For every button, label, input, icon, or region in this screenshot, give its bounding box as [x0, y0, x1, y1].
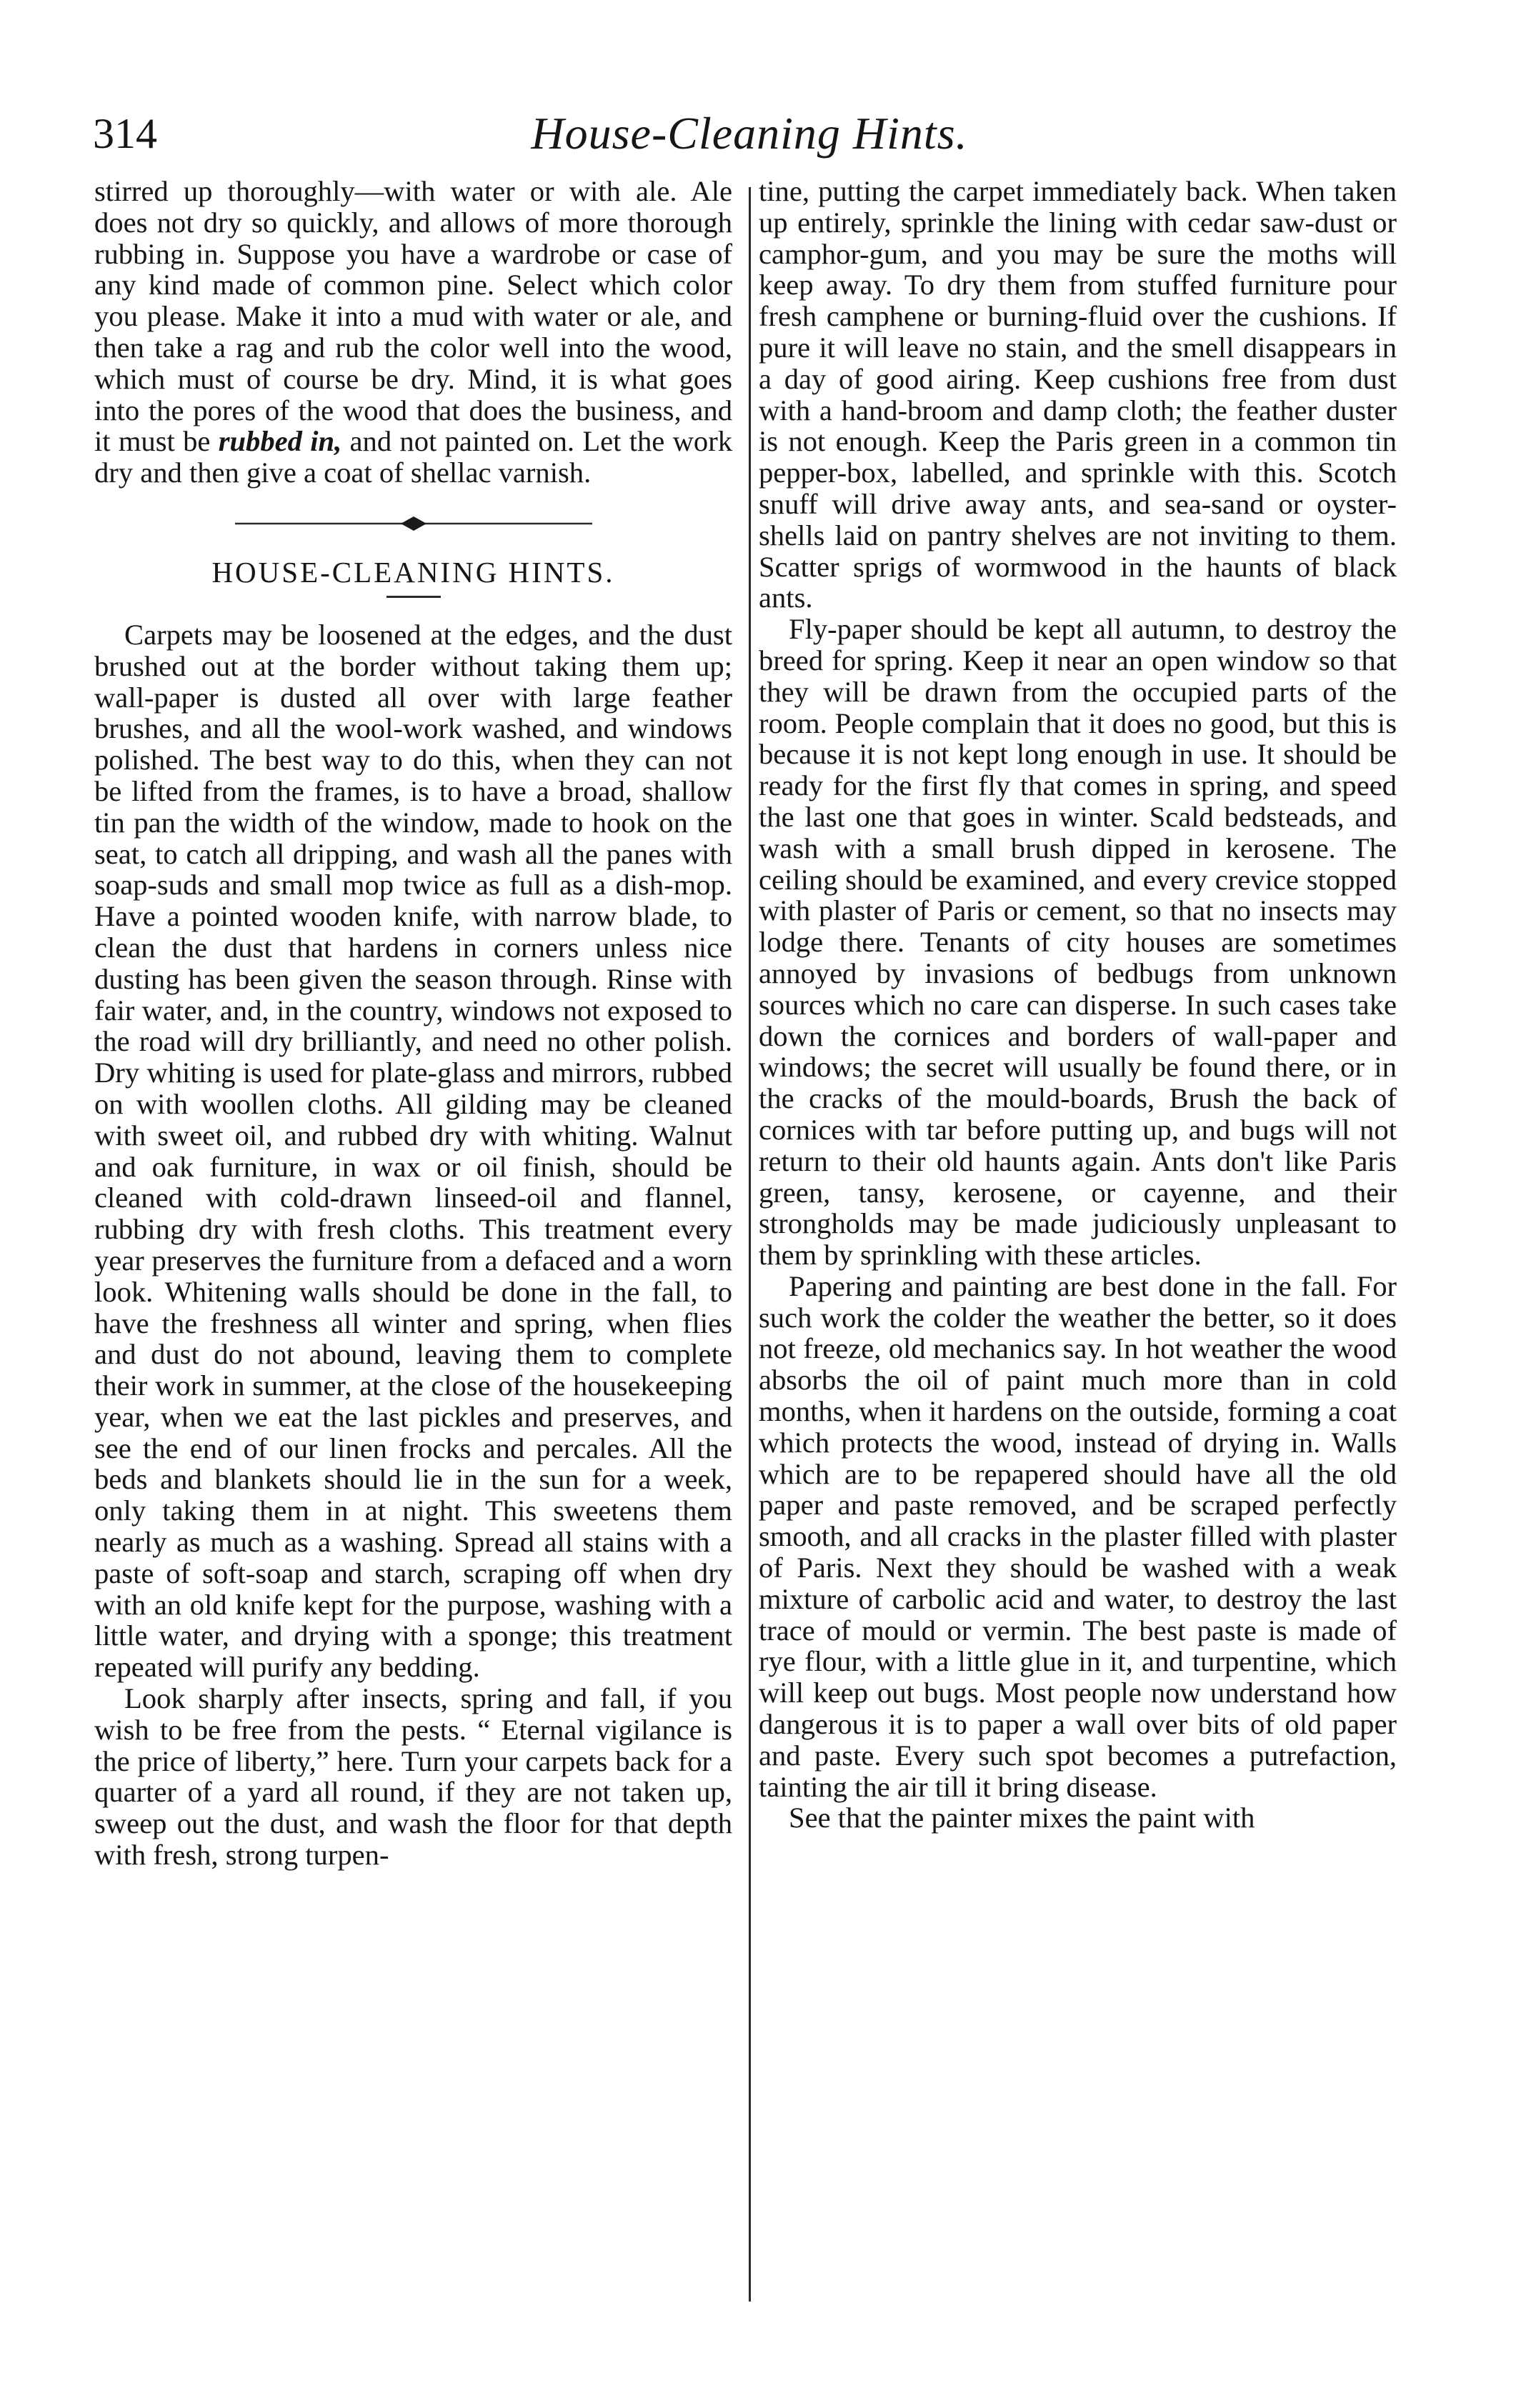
- page-number: 314: [93, 110, 157, 157]
- paint-paragraph: See that the painter mixes the paint with: [789, 1802, 1255, 1834]
- insects-paragraph: Look sharply after insects, spring and fall, if you wish to be free from the pests. “ Eternal vigilance is the price of liberty,” here. Turn your carpets back for a quarter of a yard all round, if they are not taken up, sweep out the dust, and wash the floor for that depth with fresh, strong turpen-: [94, 1682, 732, 1872]
- page-header: [93, 101, 1406, 166]
- running-title: House-Cleaning Hints.: [531, 108, 968, 159]
- intro-paragraph: [94, 176, 732, 489]
- intro-text-b: and not painted on. Let the work dry and then give a coat of shellac varnish.: [94, 425, 732, 489]
- continuation-paragraph: tine, putting the carpet immediately back. When taken up entirely, sprinkle the lining with cedar saw-dust or camphor-gum, and you may be sure the moths will keep away. To dry them from stuffed furniture pour fresh camphene or burning-fluid over the cushions. If pure it will leave no stain, and the smell disappears in a day of good airing. Keep cushions free from dust with a hand-broom and damp cloth; the feather duster is not enough. Keep the Paris green in a common tin pepper-box, labelled, and sprinkle with this. Scotch snuff will drive away ants, and sea-sand or oyster-shells laid on pantry shelves are not inviting to them. Scatter sprigs of wormwood in the haunts of black ants.: [759, 175, 1397, 614]
- title-underline: [387, 596, 441, 598]
- left-column: [94, 176, 732, 1871]
- carpets-paragraph: Carpets may be loosened at the edges, and the dust brushed out at the border without taking them up; wall-paper is dusted all over with large feather brushes, and all the wool-work washed, and windows polished. The best way to do this, when they can not be lifted from the frames, is to have a broad, shallow tin pan the width of the window, made to hook on the seat, to catch all dripping, and wash all the panes with soap-suds and small mop twice as full as a dish-mop. Have a pointed wooden knife, with narrow blade, to clean the dust that hardens in corners unless nice dusting has been given the season through. Rinse with fair water, and, in the country, windows not exposed to the road will dry brilliantly, and need no other polish. Dry whiting is used for plate-glass and mirrors, rubbed on with woollen cloths. All gilding may be cleaned with sweet oil, and rubbed dry with whiting. Walnut and oak furniture, in wax or oil finish, should be cleaned with cold-drawn linseed-oil and flannel, rubbing dry with fresh cloths. This treatment every year preserves the furniture from a defaced and a worn look. Whitening walls should be done in the fall, to have the freshness all winter and spring, when flies and dust do not abound, leaving them to complete their work in summer, at the close of the housekeeping year, when we eat the last pickles and preserves, and see the end of our linen frocks and percales. All the beds and blankets should lie in the sun for a week, only taking them in at night. This sweetens them nearly as much as a washing. Spread all stains with a paste of soft-soap and starch, scraping off when dry with an old knife kept for the purpose, washing with a little water, and drying with a sponge; this treatment repeated will purify any bedding.: [94, 618, 732, 1684]
- section-ornament: [235, 514, 592, 533]
- intro-text-a: stirred up thoroughly—with water or with ale. Ale does not dry so quickly, and allows of more thorough rubbing in. Suppose you have a wardrobe or case of any kind made of common pine. Select which color you please. Make it into a mud with water or ale, and then take a rag and rub the color well into the wood, which must of course be dry. Mind, it is what goes into the pores of the wood that does the business, and it must be: [94, 175, 732, 458]
- right-column: [759, 176, 1397, 1834]
- intro-emphasis: rubbed in,: [218, 425, 342, 458]
- flypaper-paragraph: Fly-paper should be kept all autumn, to destroy the breed for spring. Keep it near an open window so that they will be drawn from the occupied parts of the room. People complain that it does no good, but this is because it is not kept long enough in use. It should be ready for the first fly that comes in spring, and speed the last one that goes in winter. Scald bedsteads, and wash with a small brush dipped in kerosene. The ceiling should be examined, and every crevice stopped with plaster of Paris or cement, so that no insects may lodge there. Tenants of city houses are sometimes annoyed by invasions of bedbugs from unknown sources which no care can disperse. In such cases take down the cornices and borders of wall-paper and windows; the secret will usually be found there, or in the cracks of the mould-boards, Brush the back of cornices with tar before putting up, and bugs will not return to their old haunts again. Ants don't like Paris green, tansy, kerosene, or cayenne, and their strongholds may be made judiciously unpleasant to them by sprinkling with these articles.: [759, 613, 1397, 1272]
- section-title: HOUSE-CLEANING HINTS.: [211, 555, 615, 589]
- papering-paragraph: Papering and painting are best done in the fall. For such work the colder the weather the better, so it does not freeze, old mechanics say. In hot weather the wood absorbs the oil of paint much more than in cold months, when it hardens on the outside, forming a coat which protects the wood, instead of drying in. Walls which are to be repapered should have all the old paper and paste removed, and be scraped perfectly smooth, and all cracks in the plaster filled with plaster of Paris. Next they should be washed with a weak mixture of carbolic acid and water, to destroy the last trace of mould or vermin. The best paste is made of rye flour, with a little glue in it, and turpentine, which will keep out bugs. Most people now understand how dangerous it is to paper a wall over bits of old paper and paste. Every such spot becomes a putrefaction, tainting the air till it bring disease.: [759, 1269, 1397, 1803]
- column-rule: [749, 187, 751, 2302]
